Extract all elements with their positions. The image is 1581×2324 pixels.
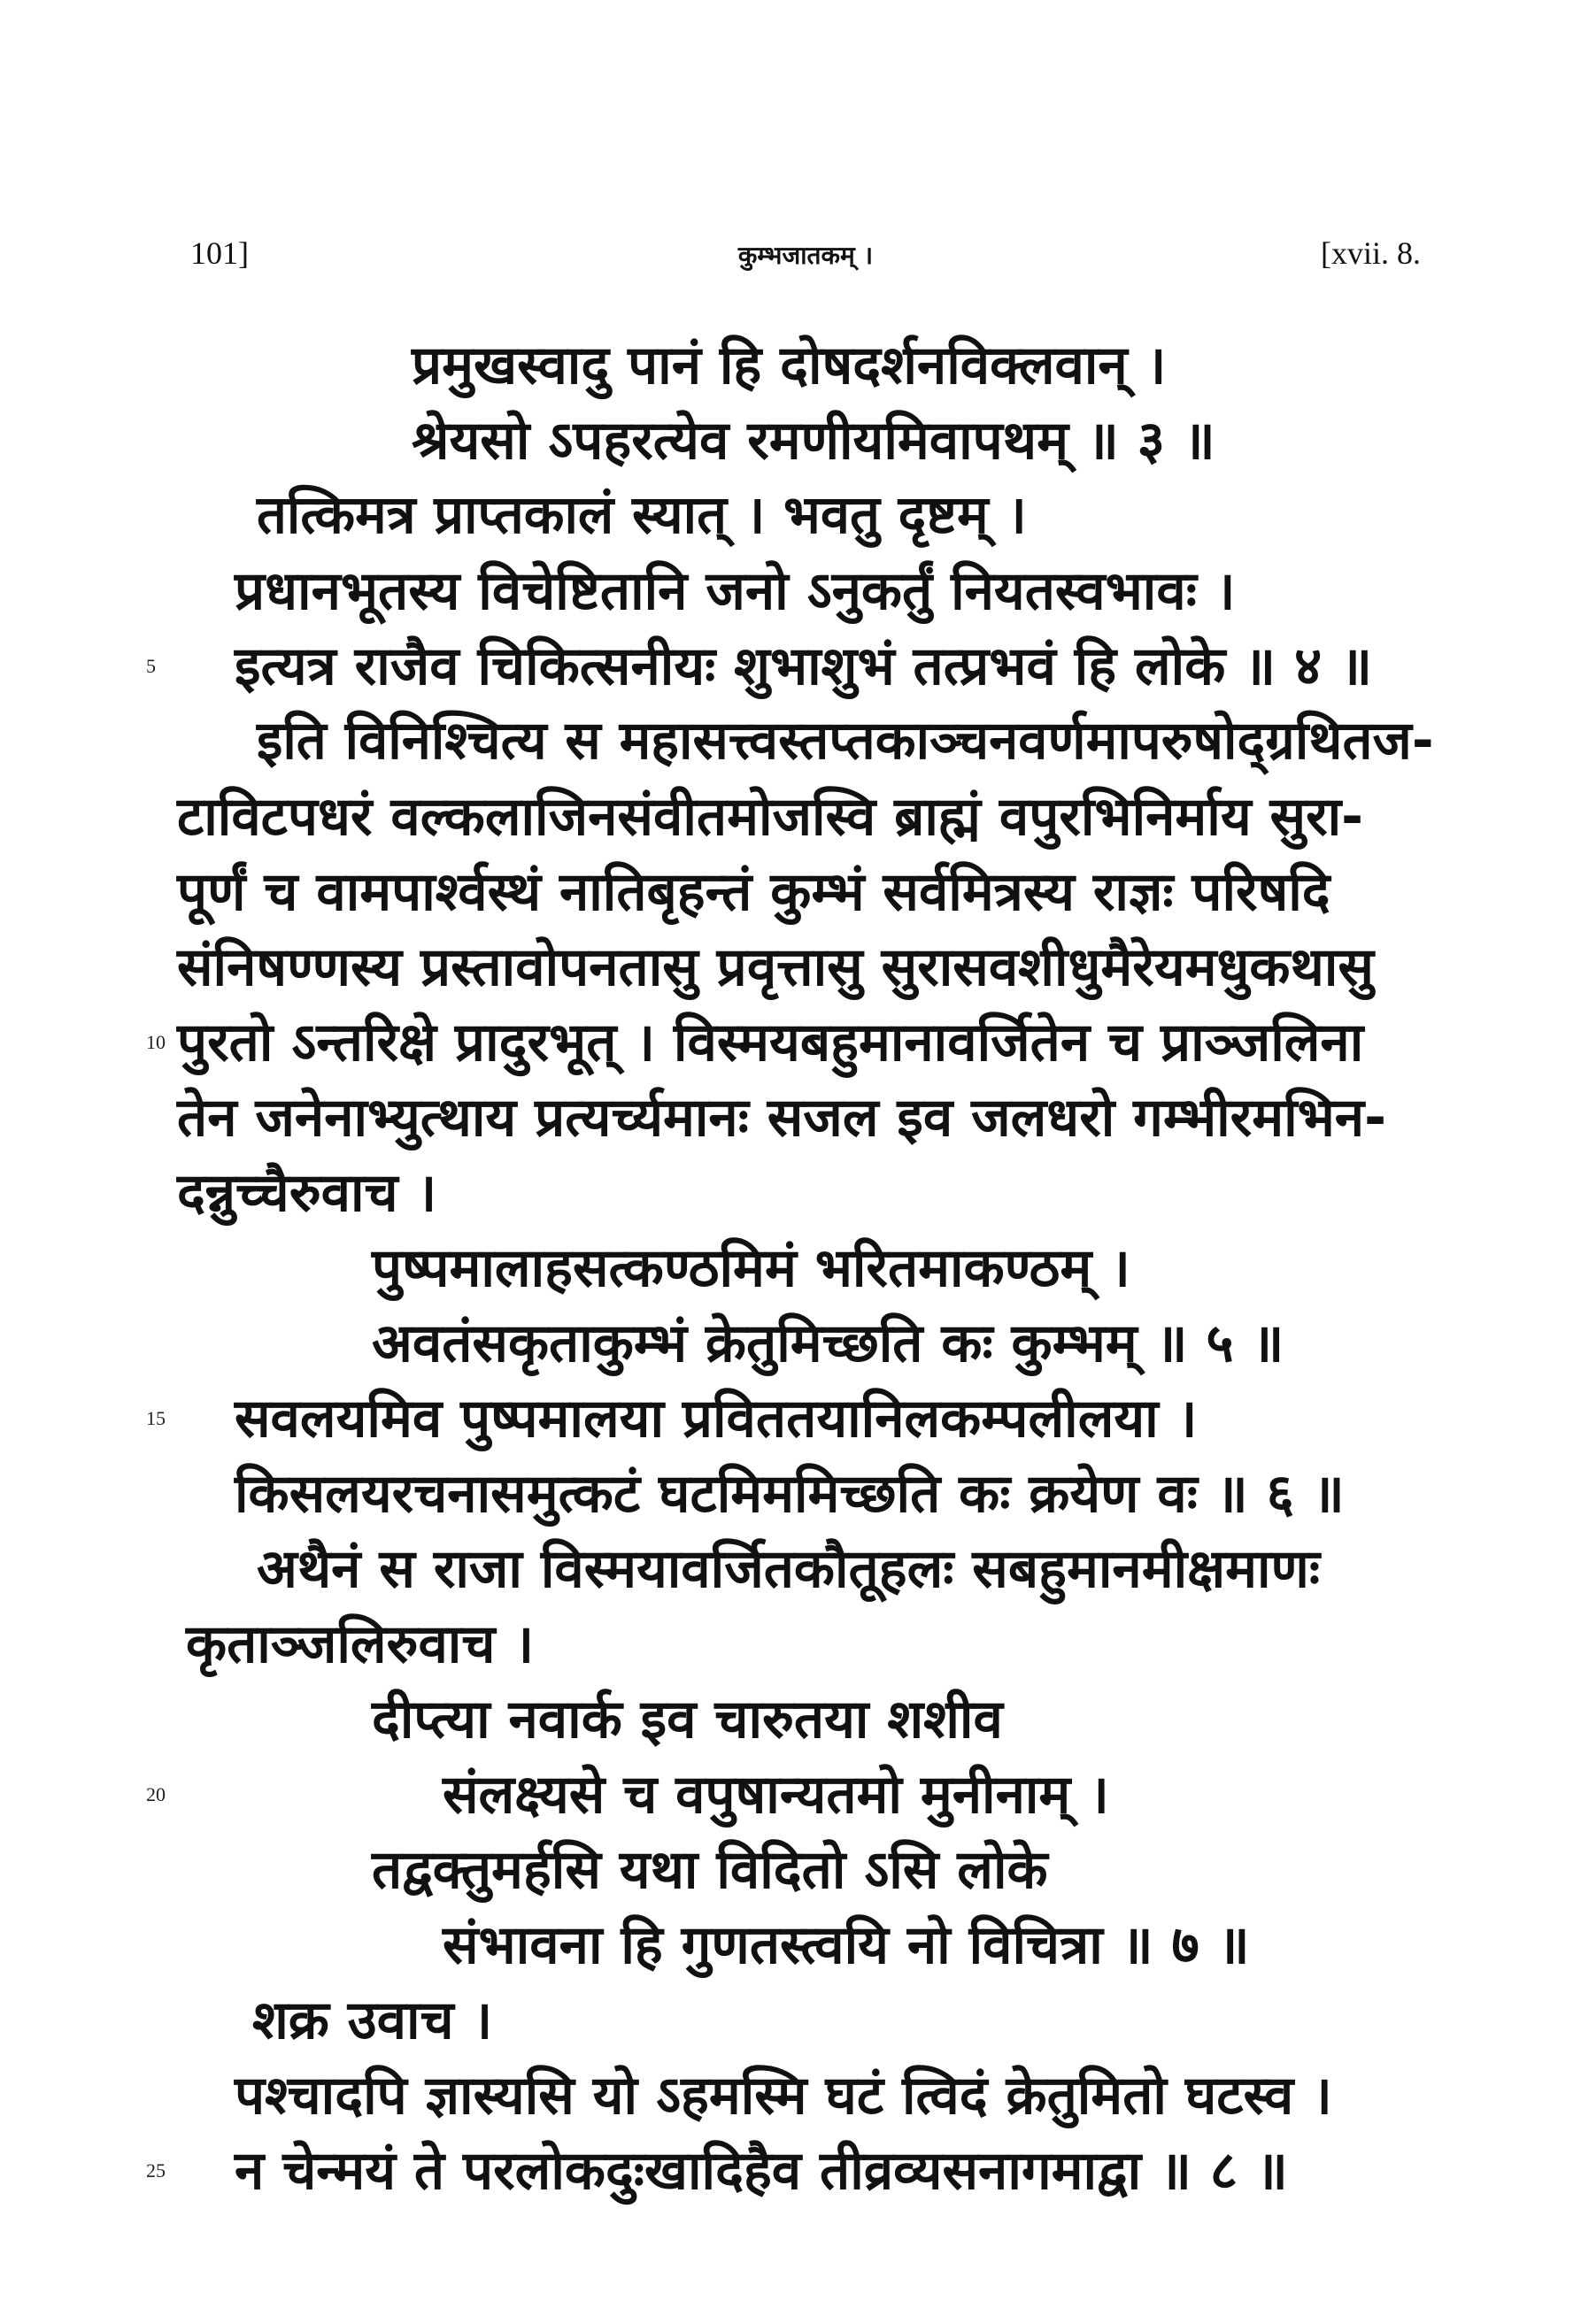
verse-line: पश्चादपि ज्ञास्यसि यो ऽहमस्मि घटं त्विदं क्रेतुमितो घटस्व । [235,2065,1332,2127]
prose-line: संनिषण्णस्य प्रस्तावोपनतासु प्रवृत्तासु सुरासवशीधुमैरेयमधुकथासु [177,936,1374,998]
verse-line: सवलयमिव पुष्पमालया प्रविततयानिलकम्पलीलया । [235,1388,1198,1450]
prose-line: तत्किमत्र प्राप्तकालं स्यात् । भवतु दृष्टम् । [257,485,1027,546]
prose-line: इति विनिश्चित्य स महासत्त्वस्तप्तकाञ्चनवर्णमापरुषोद्ग्रथितज- [257,711,1434,772]
verse-line: अवतंसकृताकुम्भं क्रेतुमिच्छति कः कुम्भम् ॥ ५ ॥ [372,1312,1284,1374]
line-number: 20 [146,1783,166,1805]
verse-line: संलक्ष्यसे च वपुषान्यतमो मुनीनाम् । [443,1764,1109,1826]
prose-line: पूर्णं च वामपार्श्वस्थं नातिबृहन्तं कुम्भं सर्वमित्रस्य राज्ञः परिषदि [177,861,1330,923]
prose-line: कृताञ्जलिरुवाच । [186,1613,535,1675]
prose-line: पुरतो ऽन्तरिक्षे प्रादुरभूत् । विस्मयबहुमानावर्जितेन च प्राञ्जलिना [177,1012,1364,1074]
page-number: 101] [190,235,249,271]
prose-line: दन्नुच्चैरुवाच । [177,1162,437,1224]
verse-line: किसलयरचनासमुत्कटं घटमिममिच्छति कः क्रयेण वः ॥ ६ ॥ [235,1463,1345,1525]
verse-line: पुष्पमालाहसत्कण्ठमिमं भरितमाकण्ठम् । [372,1237,1130,1299]
line-number: 25 [146,2159,166,2182]
section-reference: [xvii. 8. [1321,235,1421,271]
prose-line: तेन जनेनाभ्युत्थाय प्रत्यर्च्यमानः सजल इव जलधरो गम्भीरमभिन- [177,1087,1387,1149]
line-number: 15 [146,1407,166,1429]
verse-line: प्रधानभूतस्य विचेष्टितानि जनो ऽनुकर्तुं नियतस्वभावः । [235,560,1236,622]
verse-line: तद्वक्तुमर्हसि यथा विदितो ऽसि लोके [372,1839,1048,1901]
verse-line: इत्यत्र राजैव चिकित्सनीयः शुभाशुभं तत्प्रभवं हि लोके ॥ ४ ॥ [235,635,1373,697]
prose-line: अथैनं स राजा विस्मयावर्जितकौतूहलः सबहुमानमीक्षमाणः [257,1538,1321,1600]
line-number: 5 [146,655,156,677]
verse-line: न चेन्मयं ते परलोकदुःखादिहैव तीव्रव्यसनागमाद्वा ॥ ८ ॥ [235,2140,1288,2202]
page-header [190,235,1421,288]
verse-line: प्रमुखस्वादु पानं हि दोषदर्शनविक्लवान् । [412,335,1167,396]
verse-line: श्रेयसो ऽपहरत्येव रमणीयमिवापथम् ॥ ३ ॥ [412,410,1215,472]
line-number: 10 [146,1031,166,1053]
verse-line: संभावना हि गुणतस्त्वयि नो विचित्रा ॥ ७ ॥ [443,1914,1250,1976]
speaker-line: शक्र उवाच । [252,1989,493,2051]
verse-line: दीप्त्या नवार्क इव चारुतया शशीव [372,1689,1003,1751]
running-title: कुम्भजातकम् । [737,241,874,270]
prose-line: टाविटपधरं वल्कलाजिनसंवीतमोजस्वि ब्राह्मं वपुरभिनिर्माय सुरा- [177,786,1364,848]
